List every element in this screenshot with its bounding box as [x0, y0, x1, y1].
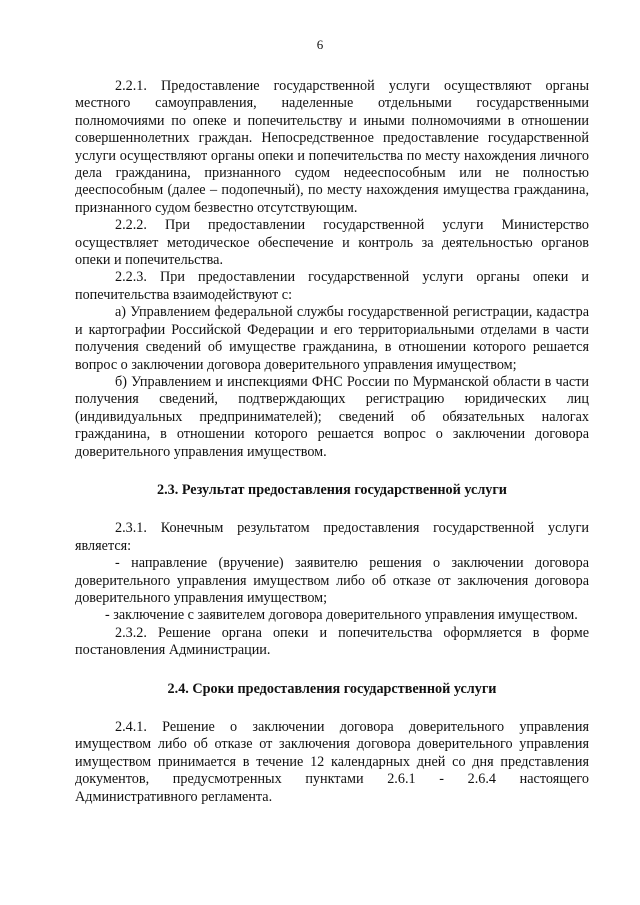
heading-2-4: 2.4. Сроки предоставления государственной услуги	[167, 680, 497, 697]
paragraph-2-3-2: 2.3.2. Решение органа опеки и попечительства оформляется в форме постановления Администрации.	[75, 624, 589, 659]
paragraph-2-3-1: 2.3.1. Конечным результатом предоставления государственной услуги является:	[75, 520, 589, 554]
heading-2-3: 2.3. Результат предоставления государственной услуги	[156, 481, 507, 498]
paragraph-2-4-1: 2.4.1. Решение о заключении договора доверительного управления имуществом либо об отказе от заключения договора доверительного управления имуществом принимается в течение 12 календарных дней со дня представления документов, предусмотренных пунктами 2.6.1 - 2.6.4 настоящего Административного регламента.	[75, 719, 589, 805]
paragraph-2-2-1: 2.2.1. Предоставление государственной услуги осуществляют органы местного самоуправления, наделенные отдельными государственными полномочиями по опеке и попечительству и иными полномочиями в отношении совершеннолетних граждан. Непосредственное предоставление государственной услуги осуществляют органы опеки и попечительства по месту нахождения личного дела гражданина, признанного судом недееспособным или не полностью дееспособным (далее – подопечный), по месту нахождения имущества гражданина, признанного судом безвестно отсутствующим.	[75, 78, 589, 216]
document-body	[75, 78, 589, 806]
paragraph-2-2-3-b: б) Управлением и инспекциями ФНС России по Мурманской области в части получения сведений, подтверждающих регистрацию юридических лиц (индивидуальных предпринимателей); сведений об обязательных налогах гражданина, в отношении которого решается вопрос о заключении договора доверительного управления имуществом.	[75, 373, 589, 460]
paragraph-2-2-3-a: а) Управлением федеральной службы государственной регистрации, кадастра и картографии Российской Федерации и его территориальными отделами в части получения сведений об имуществе гражданина, в отношении которого решается вопрос о заключении договора доверительного управления имуществом;	[75, 304, 589, 373]
paragraph-2-3-1-a: - направление (вручение) заявителю решения о заключении договора доверительного управления имуществом либо об отказе от заключения договора доверительного управления имуществом;	[75, 555, 589, 606]
page-number: 6	[316, 37, 324, 52]
paragraph-2-3-1-b: - заключение с заявителем договора доверительного управления имуществом.	[105, 607, 578, 624]
paragraph-2-2-3: 2.2.3. При предоставлении государственной услуги органы опеки и попечительства взаимодействуют с:	[75, 269, 589, 303]
paragraph-2-2-2: 2.2.2. При предоставлении государственной услуги Министерство осуществляет методическое обеспечение и контроль за деятельностью органов опеки и попечительства.	[75, 217, 589, 269]
